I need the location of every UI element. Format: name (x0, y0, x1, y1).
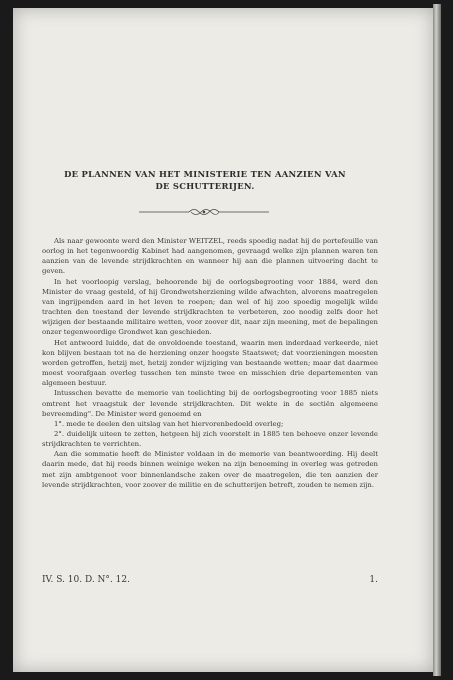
document-title: DE PLANNEN VAN HET MINISTERIE TEN AANZIEN VAN DE SCHUTTERIJEN. (64, 169, 346, 191)
paragraph-2: In het voorloopig verslag, behoorende bij de oorlogsbegrooting voor 1884, werd den Minister de vraag gesteld, of hij Grondwetsherziening wilde afwachten, alvorens maatregelen van ingrijpenden aard in het leven te roepen; dan wel of hij zoo spoedig mogelijk wilde trachten den toestand der levende strijdkrachten te verbeteren, zoo noodig zelfs door het wijzigen der bestaande militaire wetten, voor zoover dit, naar zijn meening, met de bepalingen onzer tegenwoordige Grondwet kan geschieden. (42, 277, 378, 337)
paragraph-5: Aan die sommatie heeft de Minister voldaan in de memorie van beantwoording. Hij deelt daarin mede, dat hij reeds binnen weinige weken na zijn benoeming in overleg was getreden met zijn ambtgenoot voor binnenlandsche zaken over de maatregelen, die ten aanzien der levende strijdkrachten, voor zoover de militie en de schutterijen betreft, zouden te nemen zijn. (42, 450, 378, 489)
list-item-2: 2°. duidelijk uiteen te zetten, hetgeen hij zich voorstelt in 1885 ten behoeve onzer levende strijdkrachten te verrichten. (42, 429, 378, 449)
list-item-1: 1°. mede te deelen den uitslag van het hiervorenbedoeld overleg; (54, 419, 284, 428)
document-body (42, 236, 378, 490)
paragraph-4: Intusschen bevatte de memorie van toelichting bij de oorlogsbegrooting voor 1885 niets omtrent het vraagstuk der levende strijdkrachten. Dit wekte in de sectiën algemeene bevreemding". De Minister werd genoemd en (42, 389, 378, 418)
page-footer (42, 575, 378, 587)
signature-mark: IV. S. 10. D. N°. 12. (42, 575, 130, 585)
decorative-divider (137, 206, 271, 218)
page-number: 1. (369, 575, 378, 585)
paragraph-1: Als naar gewoonte werd den Minister WEITZEL, reeds spoedig nadat hij de portefeuille van oorlog in het tegenwoordig Kabinet had aangenomen, gevraagd welke zijn plannen waren ten aanzien van de levende strijdkrachten en wanneer hij aan die plannen uitvoering dacht te geven. (42, 237, 378, 276)
paragraph-3: Het antwoord luidde, dat de onvoldoende toestand, waarin men inderdaad verkeerde, niet kon blijven bestaan tot na de herziening onzer hoogste Staatswet; dat voorzieningen moesten worden getroffen, hetzij met, hetzij zonder wijziging van bestaande wetten; maar dat daarmee moest voorafgaan overleg tusschen ten minste twee en misschien drie departementen van algemeen bestuur. (42, 338, 378, 388)
book-spine (433, 4, 441, 676)
